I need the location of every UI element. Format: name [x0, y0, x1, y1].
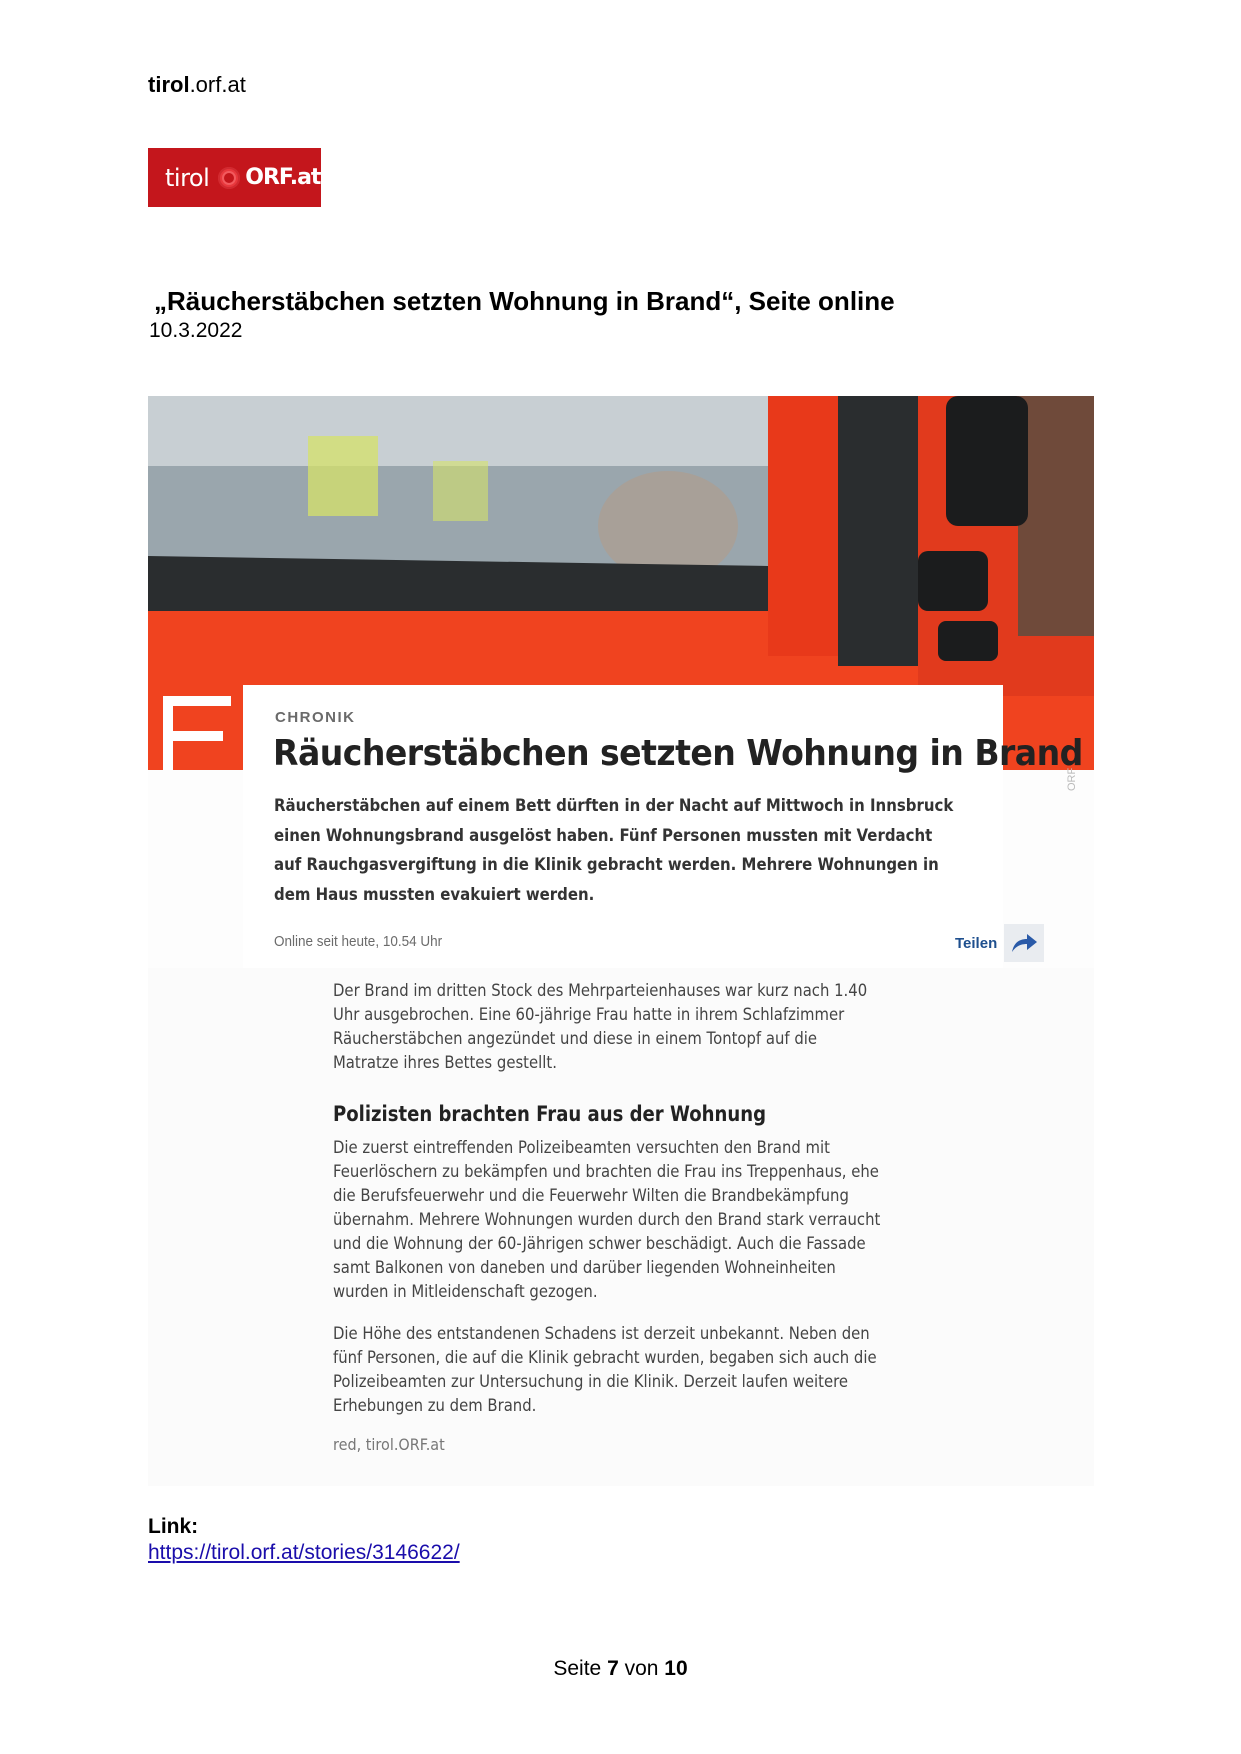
- article-paragraph: Die zuerst eintreffenden Polizeibeamten versuchten den Brand mit Feuerlöschern zu bekämpfen und brachten die Frau ins Treppenhaus, ehe die Berufsfeuerwehr und die Feuerwehr Wilten die Brandbekämpfung übernahm. Mehrere Wohnungen wurden durch den Brand stark verraucht und die Wohnung der 60-Jährigen schwer beschädigt. Auch die Fassade samt Balkonen von daneben und darüber liegenden Wohneinheiten wurden in Mitleidenschaft gezogen.: [333, 1138, 881, 1301]
- article-paragraph: Der Brand im dritten Stock des Mehrparteienhauses war kurz nach 1.40 Uhr ausgebrochen. Eine 60-jährige Frau hatte in ihrem Schlafzimmer Räucherstäbchen angezündet und diese in einem Tontopf auf die Matratze ihres Bettes gestellt.: [333, 981, 868, 1072]
- article-paragraph: Die Höhe des entstandenen Schadens ist derzeit unbekannt. Neben den fünf Personen, die auf die Klinik gebracht wurden, begaben sich auch die Polizeibeamten zur Untersuchung in die Klinik. Derzeit laufen weitere Erhebungen zu dem Brand.: [333, 1324, 877, 1415]
- page-prefix: Seite: [553, 1657, 602, 1680]
- link-label: Link:: [148, 1515, 199, 1538]
- logo-right-text: ORF.at: [245, 165, 321, 190]
- site-name-bold: tirol: [148, 72, 190, 97]
- document-title: „Räucherstäbchen setzten Wohnung in Brand“, Seite online: [154, 286, 895, 316]
- site-header: [148, 72, 246, 98]
- share-label: Teilen: [955, 934, 998, 952]
- page-mid: von: [624, 1657, 659, 1680]
- document-date: 10.3.2022: [149, 319, 243, 342]
- article-credit: red, tirol.ORF.at: [333, 1435, 445, 1454]
- article-headline: Räucherstäbchen setzten Wohnung in Brand: [273, 733, 1083, 774]
- share-button[interactable]: [955, 924, 1044, 962]
- page-current: 7: [607, 1657, 619, 1680]
- page-total: 10: [664, 1657, 688, 1680]
- online-since: Online seit heute, 10.54 Uhr: [274, 933, 443, 950]
- category-label: CHRONIK: [275, 709, 356, 726]
- article-screenshot: [148, 396, 1094, 1486]
- share-icon: [1004, 924, 1044, 962]
- page-number: [0, 1657, 1241, 1681]
- article-lead: Räucherstäbchen auf einem Bett dürften in der Nacht auf Mittwoch in Innsbruck einen Wohnungsbrand ausgelöst haben. Fünf Personen mussten mit Verdacht auf Rauchgasvergiftung in die Klinik gebracht werden. Mehrere Wohnungen in dem Haus mussten evakuiert werden.: [274, 796, 954, 905]
- orf-ring-icon: [218, 167, 240, 189]
- article-subheading: Polizisten brachten Frau aus der Wohnung: [333, 1102, 767, 1126]
- source-link[interactable]: https://tirol.orf.at/stories/3146622/: [148, 1541, 460, 1564]
- logo-left-text: tirol: [165, 163, 210, 192]
- site-name-rest: .orf.at: [189, 72, 246, 97]
- orf-logo: [148, 148, 321, 207]
- side-watermark: ORF: [1066, 767, 1078, 791]
